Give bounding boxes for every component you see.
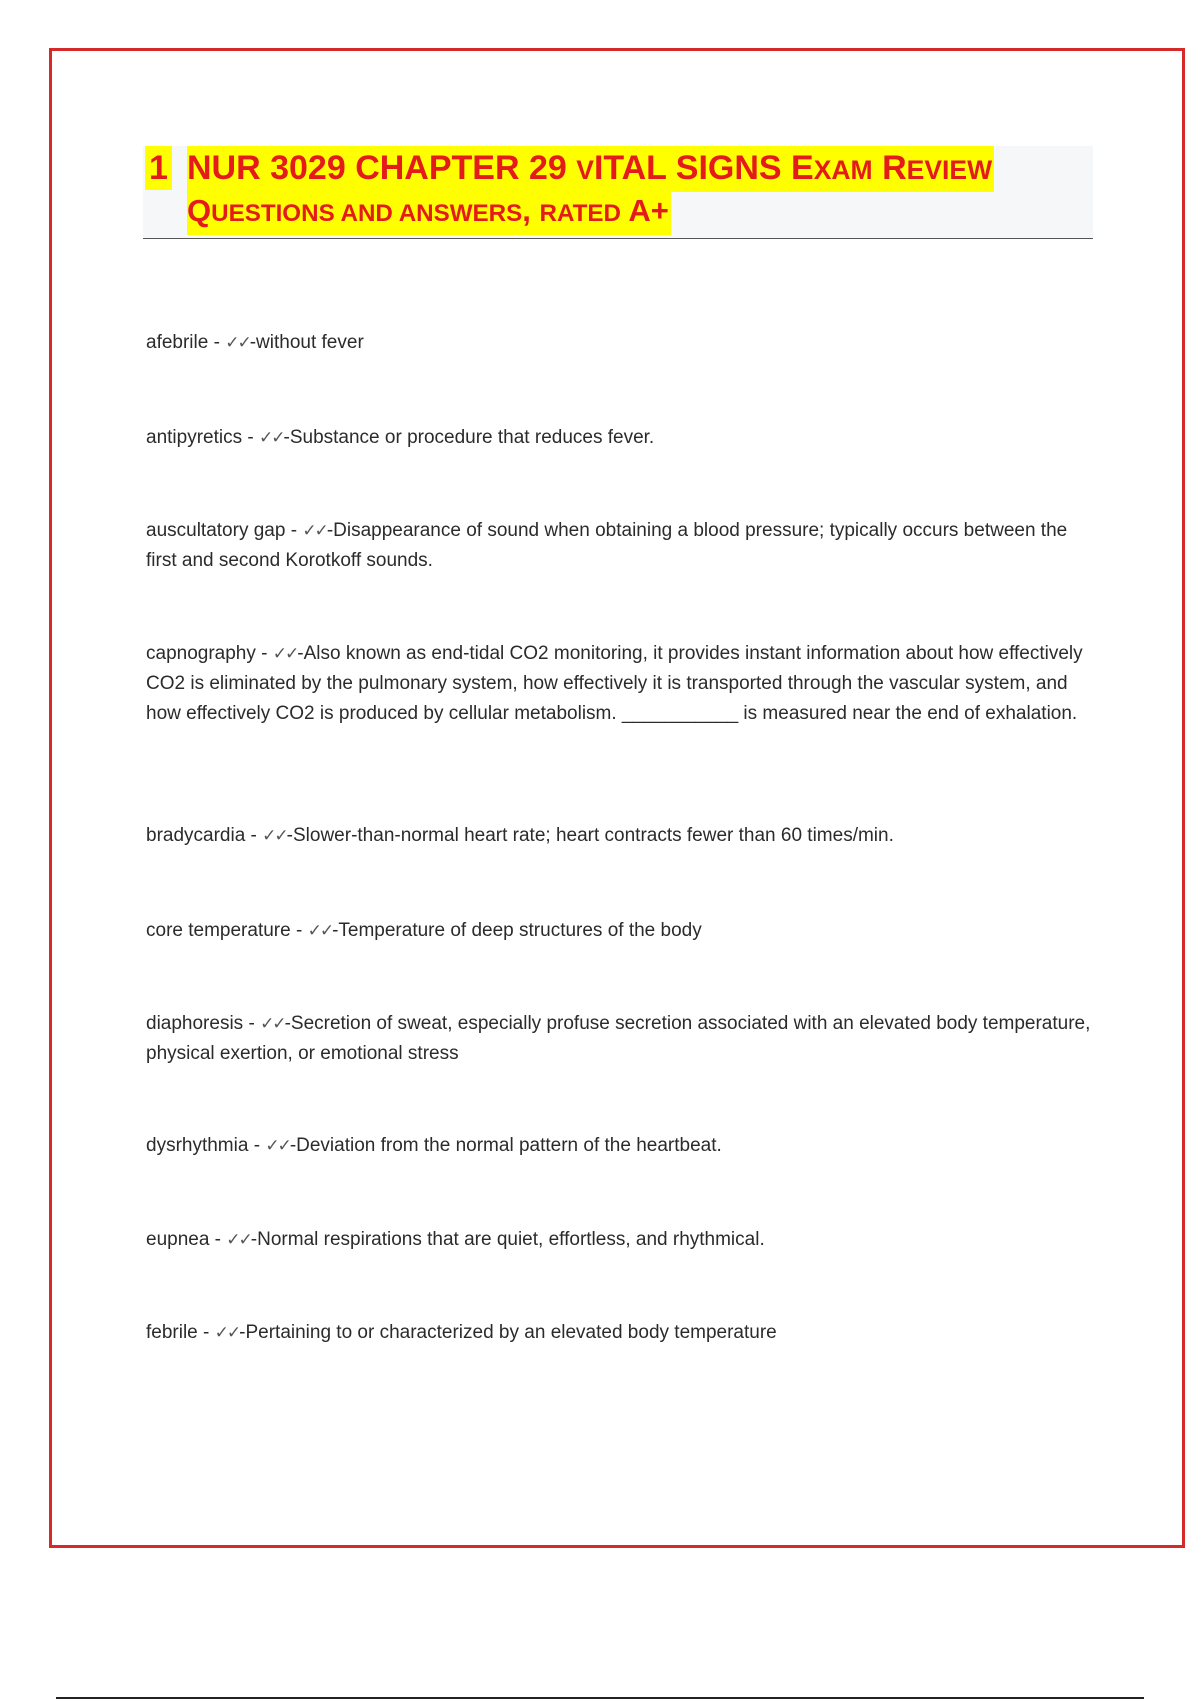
double-check-icon: ✓✓	[272, 644, 298, 664]
double-check-icon: ✓✓	[214, 1323, 240, 1343]
double-check-icon: ✓✓	[259, 428, 284, 448]
document-heading	[143, 146, 1093, 239]
double-check-icon: ✓✓	[265, 1136, 290, 1156]
entry-definition: -Pertaining to or characterized by an elevated body temperature	[239, 1322, 777, 1343]
heading-number: 1	[145, 146, 172, 190]
footer-divider	[56, 1697, 1144, 1699]
glossary-entry: diaphoresis - ✓✓-Secretion of sweat, especially profuse secretion associated with an elevated body temperature, physical exertion, or emotional stress	[146, 1013, 1091, 1064]
entry-term: core temperature	[146, 920, 291, 941]
entry-term: bradycardia	[146, 825, 246, 846]
glossary-entry: febrile - ✓✓-Pertaining to or characterized by an elevated body temperature	[146, 1322, 777, 1343]
glossary-entry: antipyretics - ✓✓-Substance or procedure that reduces fever.	[146, 427, 655, 448]
entry-term: afebrile	[146, 332, 209, 353]
glossary-entry: afebrile - ✓✓-without fever	[146, 332, 364, 353]
double-check-icon: ✓✓	[302, 521, 327, 541]
double-check-icon: ✓✓	[260, 1014, 285, 1034]
entry-definition: -Substance or procedure that reduces fever.	[283, 427, 655, 448]
entry-definition: -Secretion of sweat, especially profuse secretion associated with an elevated body temperature, physical exertion, or emotional stress	[146, 1013, 1091, 1064]
double-check-icon: ✓✓	[307, 921, 333, 941]
glossary-entry: bradycardia - ✓✓-Slower-than-normal heart rate; heart contracts fewer than 60 times/min.	[146, 825, 894, 846]
glossary-entry: dysrhythmia - ✓✓-Deviation from the normal pattern of the heartbeat.	[146, 1135, 722, 1156]
entry-term: eupnea	[146, 1229, 210, 1250]
entry-term: dysrhythmia	[146, 1135, 249, 1156]
double-check-icon: ✓✓	[262, 826, 287, 846]
entry-definition: -Normal respirations that are quiet, effortless, and rhythmical.	[250, 1229, 765, 1250]
entry-definition: -Also known as end-tidal CO2 monitoring, it provides instant information about how effectively CO2 is eliminated by the pulmonary system, how effectively it is transported through the vascular system, and how effectively CO2 is produced by cellular metabolism. ___________ is measured near the end of exhalation.	[146, 643, 1083, 724]
double-check-icon: ✓✓	[225, 333, 250, 353]
heading-title-line-1: NUR 3029 CHAPTER 29 VITAL SIGNS EXAM REVIEW	[187, 146, 994, 192]
entry-definition: -Slower-than-normal heart rate; heart contracts fewer than 60 times/min.	[286, 825, 894, 846]
entry-term: diaphoresis	[146, 1013, 244, 1034]
entry-term: antipyretics	[146, 427, 243, 448]
glossary-entry: eupnea - ✓✓-Normal respirations that are quiet, effortless, and rhythmical.	[146, 1229, 765, 1250]
glossary-entry: auscultatory gap - ✓✓-Disappearance of sound when obtaining a blood pressure; typically occurs between the first and second Korotkoff sounds.	[146, 520, 1068, 571]
glossary-entry: capnography - ✓✓-Also known as end-tidal CO2 monitoring, it provides instant information about how effectively CO2 is eliminated by the pulmonary system, how effectively it is transported through the vascular system, and how effectively CO2 is produced by cellular metabolism. ___________ is measured near the end of exhalation.	[146, 643, 1083, 724]
double-check-icon: ✓✓	[226, 1230, 251, 1250]
entry-definition: -Disappearance of sound when obtaining a blood pressure; typically occurs between the first and second Korotkoff sounds.	[146, 520, 1068, 571]
entry-term: febrile	[146, 1322, 198, 1343]
entry-term: auscultatory gap	[146, 520, 286, 541]
entry-definition: -Temperature of deep structures of the body	[332, 920, 702, 941]
entry-definition: -without fever	[249, 332, 364, 353]
heading-title-line-2: QUESTIONS AND ANSWERS, RATED A+	[187, 190, 671, 235]
glossary-entry: core temperature - ✓✓-Temperature of deep structures of the body	[146, 920, 702, 941]
entry-definition: -Deviation from the normal pattern of the heartbeat.	[289, 1135, 722, 1156]
entry-term: capnography	[146, 643, 256, 664]
